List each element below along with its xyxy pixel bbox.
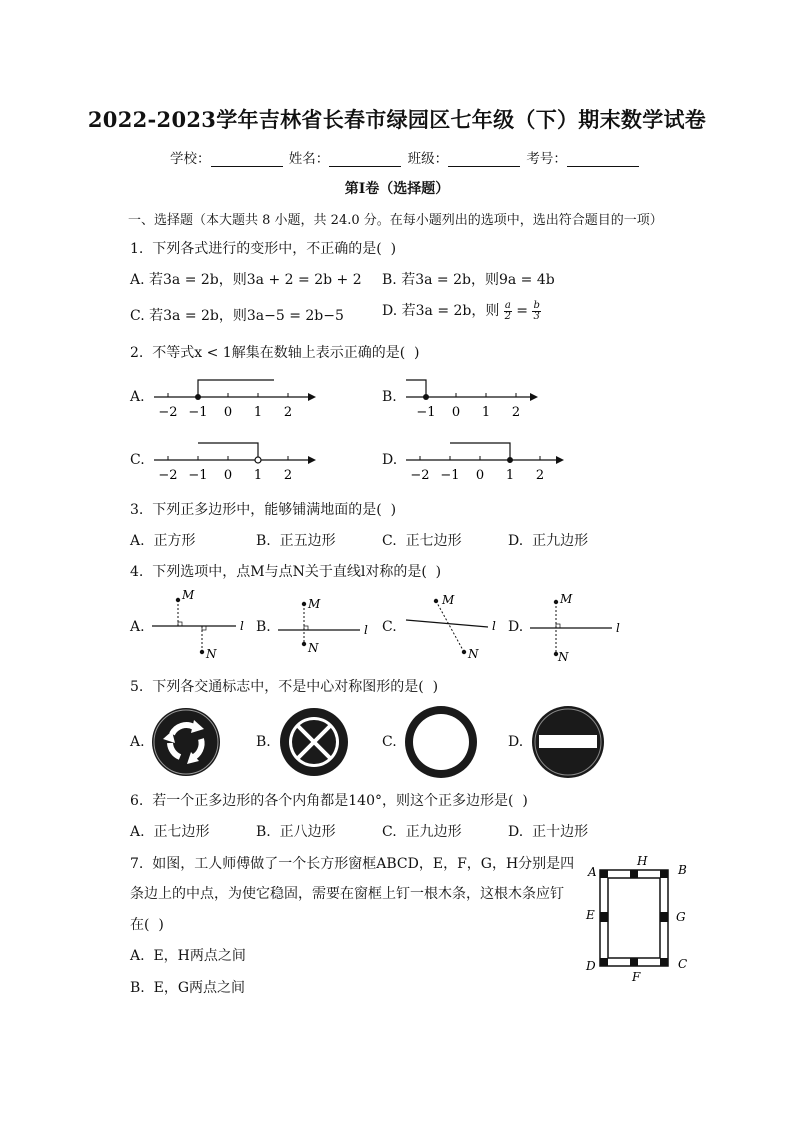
exam-no-label: 考号： xyxy=(526,151,567,167)
q4-a-label[interactable]: A. xyxy=(130,619,145,635)
q4-a-figure xyxy=(150,586,250,666)
window-frame-figure xyxy=(582,852,698,984)
tick-label: −1 xyxy=(188,468,208,483)
tick-label: 2 xyxy=(535,468,545,483)
point-n-label: N xyxy=(558,650,569,664)
tick-label: −2 xyxy=(158,468,178,483)
tick-label: −1 xyxy=(440,468,460,483)
q2-a-label[interactable]: A. xyxy=(130,389,145,405)
q2-b-number-line xyxy=(400,372,550,422)
point-n-label: N xyxy=(308,641,319,655)
q1-option-b[interactable] xyxy=(382,269,555,289)
q7-option-b[interactable]: B. E，G两点之间 xyxy=(130,980,246,996)
q2-a-number-line xyxy=(150,372,320,422)
q5-b-label[interactable]: B. xyxy=(256,734,271,750)
point-n-label: N xyxy=(206,647,217,661)
vertex-c-label: C xyxy=(678,957,688,971)
section-heading: 一、选择题（本大题共 8 小题，共 24.0 分。在每小题列出的选项中，选出符合题目的一项） xyxy=(128,213,663,228)
tick-label: 1 xyxy=(253,468,263,483)
q2-c-label[interactable]: C. xyxy=(130,452,145,468)
q3-option-c[interactable]: C. 正七边形 xyxy=(382,533,462,549)
school-label: 学校： xyxy=(170,151,211,167)
page-title: 2022-2023学年吉林省长春市绿园区七年级（下）期末数学试卷 xyxy=(87,107,707,132)
q1-d-frac-1: $\frac{a}{2}$ xyxy=(504,299,512,322)
q1-b-label: B. xyxy=(382,272,397,288)
tick-label: −1 xyxy=(188,405,208,420)
line-l-label: l xyxy=(492,619,496,633)
point-m-label: M xyxy=(182,588,195,602)
q1-option-a[interactable] xyxy=(130,269,362,289)
tick-label: 0 xyxy=(475,468,485,483)
q1-option-c[interactable] xyxy=(130,305,344,325)
q1-d-text: 若3a = 2b，则 xyxy=(401,303,500,319)
q7-option-a[interactable]: A. E，H两点之间 xyxy=(130,948,246,964)
vertex-a-label: A xyxy=(588,865,597,879)
q3-option-a[interactable]: A. 正方形 xyxy=(130,533,196,549)
q3-option-b[interactable]: B. 正五边形 xyxy=(256,533,336,549)
q4-b-figure xyxy=(274,586,374,666)
q2-d-label[interactable]: D. xyxy=(382,452,398,468)
tick-label: 1 xyxy=(253,405,263,420)
q1-a-text: 若3a = 2b，则3a + 2 = 2b + 2 xyxy=(149,272,362,288)
tick-label: −2 xyxy=(410,468,430,483)
midpoint-h-label: H xyxy=(637,854,648,868)
q2-stem: 2. 不等式x < 1解集在数轴上表示正确的是( ) xyxy=(130,345,420,361)
line-l-label: l xyxy=(616,621,620,635)
midpoint-f-label: F xyxy=(632,970,641,984)
class-blank[interactable] xyxy=(448,152,520,167)
q4-b-label[interactable]: B. xyxy=(256,619,271,635)
q5-d-label[interactable]: D. xyxy=(508,734,524,750)
q1-d-frac-2: $\frac{b}{3}$ xyxy=(533,299,540,322)
q7-line-3: 在( ) xyxy=(130,917,164,933)
q1-c-label: C. xyxy=(130,308,145,324)
q2-b-label[interactable]: B. xyxy=(382,389,397,405)
exam-no-blank[interactable] xyxy=(567,152,639,167)
tick-label: −1 xyxy=(416,405,436,420)
tick-label: 2 xyxy=(283,468,293,483)
vertex-b-label: B xyxy=(678,863,687,877)
q6-option-d[interactable]: D. 正十边形 xyxy=(508,824,589,840)
q1-a-label: A. xyxy=(130,272,145,288)
q6-option-b[interactable]: B. 正八边形 xyxy=(256,824,336,840)
no-stopping-sign-icon xyxy=(278,706,350,778)
tick-label: 0 xyxy=(223,405,233,420)
q2-d-number-line xyxy=(400,435,570,485)
q5-c-label[interactable]: C. xyxy=(382,734,397,750)
name-blank[interactable] xyxy=(329,152,401,167)
roundabout-sign-icon xyxy=(150,706,222,778)
student-info xyxy=(170,147,641,167)
q1-d-equals: = xyxy=(516,303,529,319)
class-label: 班级： xyxy=(407,151,449,167)
tick-label: 2 xyxy=(283,405,293,420)
q1-d-label: D. xyxy=(382,303,398,319)
no-entry-bar-sign-icon xyxy=(530,704,606,780)
line-l-label: l xyxy=(364,623,368,637)
q4-c-label[interactable]: C. xyxy=(382,619,397,635)
no-entry-ring-sign-icon xyxy=(403,704,479,780)
q1-b-text: 若3a = 2b，则9a = 4b xyxy=(401,272,555,288)
q1-c-text: 若3a = 2b，则3a−5 = 2b−5 xyxy=(149,308,344,324)
q5-stem: 5. 下列各交通标志中，不是中心对称图形的是( ) xyxy=(130,679,439,695)
q7-line-1: 7. 如图，工人师傅做了一个长方形窗框ABCD，E，F，G，H分别是四 xyxy=(130,856,575,872)
tick-label: −2 xyxy=(158,405,178,420)
q3-stem: 3. 下列正多边形中，能够铺满地面的是( ) xyxy=(130,502,397,518)
point-m-label: M xyxy=(560,592,573,606)
q6-option-a[interactable]: A. 正七边形 xyxy=(130,824,210,840)
line-l-label: l xyxy=(240,619,244,633)
midpoint-e-label: E xyxy=(586,908,595,922)
q4-d-figure xyxy=(526,586,636,666)
q4-c-figure xyxy=(400,586,510,666)
point-m-label: M xyxy=(442,593,455,607)
volume-heading: 第I卷（选择题） xyxy=(344,181,450,197)
q4-stem: 4. 下列选项中，点M与点N关于直线l对称的是( ) xyxy=(130,564,442,580)
tick-label: 1 xyxy=(481,405,491,420)
tick-label: 0 xyxy=(223,468,233,483)
name-label: 姓名： xyxy=(288,151,330,167)
q1-option-d[interactable] xyxy=(382,300,541,322)
q3-option-d[interactable]: D. 正九边形 xyxy=(508,533,589,549)
q6-stem: 6. 若一个正多边形的各个内角都是140°，则这个正多边形是( ) xyxy=(130,793,528,809)
tick-label: 0 xyxy=(451,405,461,420)
point-n-label: N xyxy=(468,647,479,661)
point-m-label: M xyxy=(308,597,321,611)
q6-option-c[interactable]: C. 正九边形 xyxy=(382,824,462,840)
vertex-d-label: D xyxy=(586,959,596,973)
q5-a-label[interactable]: A. xyxy=(130,734,145,750)
q7-line-2: 条边上的中点，为使它稳固，需要在窗框上钉一根木条，这根木条应钉 xyxy=(130,886,564,902)
school-blank[interactable] xyxy=(211,152,283,167)
q4-d-label[interactable]: D. xyxy=(508,619,524,635)
tick-label: 2 xyxy=(511,405,521,420)
tick-label: 1 xyxy=(505,468,515,483)
q1-stem: 1. 下列各式进行的变形中，不正确的是( ) xyxy=(130,241,397,257)
midpoint-g-label: G xyxy=(676,910,686,924)
q2-c-number-line xyxy=(150,435,320,485)
